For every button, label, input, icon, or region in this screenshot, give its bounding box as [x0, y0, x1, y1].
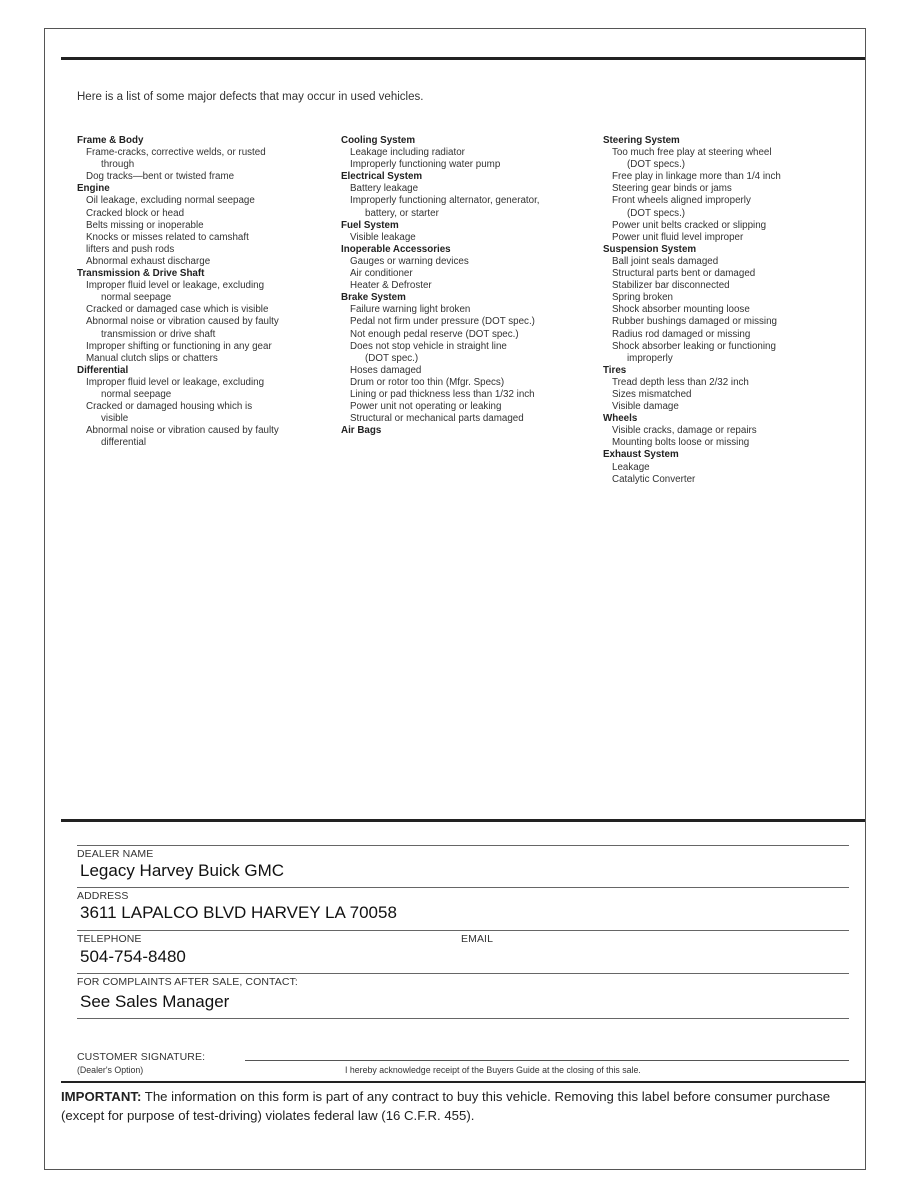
dealer-section-divider — [61, 819, 865, 822]
important-text: The information on this form is part of any contract to buy this vehicle. Removing this label before consumer purchase (except for purpose of test-driving) violates federal law (16 C.F.R. 455). — [61, 1089, 831, 1123]
address-topline — [77, 887, 849, 888]
defect-category-heading: Fuel System — [341, 219, 399, 231]
defect-item: Improperly functioning alternator, generator, — [350, 195, 540, 207]
defect-item: Power unit belts cracked or slipping — [612, 219, 767, 231]
acknowledge-note: I hereby acknowledge receipt of the Buyers Guide at the closing of this sale. — [345, 1065, 641, 1075]
defect-item: Stabilizer bar disconnected — [612, 280, 730, 292]
defect-item: Battery leakage — [350, 183, 419, 195]
important-notice — [61, 1087, 861, 1125]
defect-item: Dog tracks—bent or twisted frame — [86, 171, 235, 183]
defect-item: Not enough pedal reserve (DOT spec.) — [350, 328, 519, 340]
defect-item: (DOT specs.) — [627, 207, 686, 219]
defect-item: Free play in linkage more than 1/4 inch — [612, 171, 781, 183]
defect-item: Improper fluid level or leakage, excluding — [86, 376, 265, 388]
defect-item: Spring broken — [612, 292, 673, 304]
defect-item: Knocks or misses related to camshaft — [86, 231, 249, 243]
defect-category-heading: Electrical System — [341, 171, 423, 183]
defect-item: Tread depth less than 2/32 inch — [612, 376, 749, 388]
complaints-label: FOR COMPLAINTS AFTER SALE, CONTACT: — [77, 976, 298, 988]
defect-category-heading: Transmission & Drive Shaft — [77, 268, 205, 280]
defect-item: Manual clutch slips or chatters — [86, 352, 218, 364]
complaints-value: See Sales Manager — [80, 992, 230, 1011]
defect-item: Improper fluid level or leakage, excluding — [86, 280, 265, 292]
defect-item: Too much free play at steering wheel — [612, 147, 772, 159]
defect-item: Power unit not operating or leaking — [350, 401, 502, 413]
defect-item: Visible leakage — [350, 231, 416, 243]
top-divider — [61, 57, 865, 60]
defect-item: normal seepage — [101, 292, 172, 304]
defect-item: Mounting bolts loose or missing — [612, 437, 750, 449]
defect-item: battery, or starter — [365, 207, 439, 219]
defect-category-heading: Exhaust System — [603, 449, 679, 461]
defect-item: visible — [101, 413, 129, 425]
buyers-guide-page — [44, 28, 866, 1170]
dealer-name-value: Legacy Harvey Buick GMC — [80, 861, 285, 880]
defect-item: Ball joint seals damaged — [612, 255, 719, 267]
defect-item: Frame-cracks, corrective welds, or rusted — [86, 147, 266, 159]
defects-column-2 — [341, 135, 601, 437]
defect-category-heading: Brake System — [341, 292, 406, 304]
complaints-topline — [77, 973, 849, 974]
important-divider — [61, 1081, 865, 1083]
defect-item: Abnormal noise or vibration caused by faulty — [86, 316, 279, 328]
defect-category-heading: Differential — [77, 364, 129, 376]
defect-category-heading: Wheels — [603, 413, 638, 425]
defect-item: Shock absorber mounting loose — [612, 304, 750, 316]
defect-item: Oil leakage, excluding normal seepage — [86, 195, 255, 207]
defect-item: differential — [101, 437, 147, 449]
telephone-label: TELEPHONE — [77, 933, 142, 945]
defect-item: Lining or pad thickness less than 1/32 inch — [350, 388, 535, 400]
defect-item: Improper shifting or functioning in any gear — [86, 340, 272, 352]
defect-category-heading: Cooling System — [341, 135, 416, 146]
defect-category-heading: Frame & Body — [77, 135, 144, 146]
defect-item: Cracked or damaged case which is visible — [86, 304, 269, 316]
email-label: EMAIL — [461, 933, 494, 945]
defect-item: Structural parts bent or damaged — [612, 268, 756, 280]
defect-item: Hoses damaged — [350, 364, 422, 376]
defect-item: Rubber bushings damaged or missing — [612, 316, 778, 328]
defect-item: Radius rod damaged or missing — [612, 328, 751, 340]
defect-category-heading: Engine — [77, 183, 110, 195]
defect-item: Gauges or warning devices — [350, 255, 469, 267]
defect-item: (DOT specs.) — [627, 159, 686, 171]
defect-item: Drum or rotor too thin (Mfgr. Specs) — [350, 376, 505, 388]
defect-item: through — [101, 159, 135, 171]
dealer-option-note: (Dealer's Option) — [77, 1065, 144, 1075]
defect-item: transmission or drive shaft — [101, 328, 216, 340]
defect-item: Steering gear binds or jams — [612, 183, 732, 195]
telephone-topline — [77, 930, 849, 931]
defect-category-heading: Suspension System — [603, 243, 697, 255]
defect-item: Catalytic Converter — [612, 473, 696, 485]
defect-item: Visible cracks, damage or repairs — [612, 425, 757, 437]
address-label: ADDRESS — [77, 890, 129, 902]
defect-category-heading: Steering System — [603, 135, 680, 146]
defects-column-3 — [603, 135, 865, 486]
defect-item: Improperly functioning water pump — [350, 159, 501, 171]
customer-signature-line — [245, 1060, 849, 1061]
defect-item: normal seepage — [101, 388, 172, 400]
defect-item: Pedal not firm under pressure (DOT spec.) — [350, 316, 535, 328]
defect-item: (DOT spec.) — [365, 352, 419, 364]
defect-item: improperly — [627, 352, 673, 364]
defect-category-heading: Air Bags — [341, 425, 382, 437]
defect-item: Heater & Defroster — [350, 280, 432, 292]
defect-item: Leakage — [612, 461, 650, 473]
defect-item: Does not stop vehicle in straight line — [350, 340, 507, 352]
defect-item: Front wheels aligned improperly — [612, 195, 751, 207]
defect-item: Power unit fluid level improper — [612, 231, 744, 243]
defect-item: Abnormal exhaust discharge — [86, 255, 211, 267]
defect-item: Cracked or damaged housing which is — [86, 401, 253, 413]
defect-item: Cracked block or head — [86, 207, 185, 219]
defect-item: Sizes mismatched — [612, 388, 692, 400]
defect-item: Structural or mechanical parts damaged — [350, 413, 524, 425]
defect-category-heading: Tires — [603, 364, 627, 376]
defect-item: Leakage including radiator — [350, 147, 465, 159]
complaints-bottomline — [77, 1018, 849, 1019]
dealer-name-label: DEALER NAME — [77, 848, 154, 860]
defects-column-1 — [77, 135, 327, 449]
defect-item: Belts missing or inoperable — [86, 219, 204, 231]
customer-signature-label: CUSTOMER SIGNATURE: — [77, 1051, 206, 1063]
defect-item: Abnormal noise or vibration caused by faulty — [86, 425, 279, 437]
intro-text: Here is a list of some major defects that may occur in used vehicles. — [77, 91, 424, 103]
defect-category-heading: Inoperable Accessories — [341, 243, 451, 255]
address-value: 3611 LAPALCO BLVD HARVEY LA 70058 — [80, 903, 397, 922]
defect-item: Failure warning light broken — [350, 304, 471, 316]
defect-item: Air conditioner — [350, 268, 413, 280]
dealer-name-topline — [77, 845, 849, 846]
defect-item: Shock absorber leaking or functioning — [612, 340, 776, 352]
telephone-value: 504-754-8480 — [80, 947, 186, 966]
important-label: IMPORTANT: — [61, 1089, 142, 1104]
defect-item: lifters and push rods — [86, 243, 175, 255]
defect-item: Visible damage — [612, 401, 679, 413]
